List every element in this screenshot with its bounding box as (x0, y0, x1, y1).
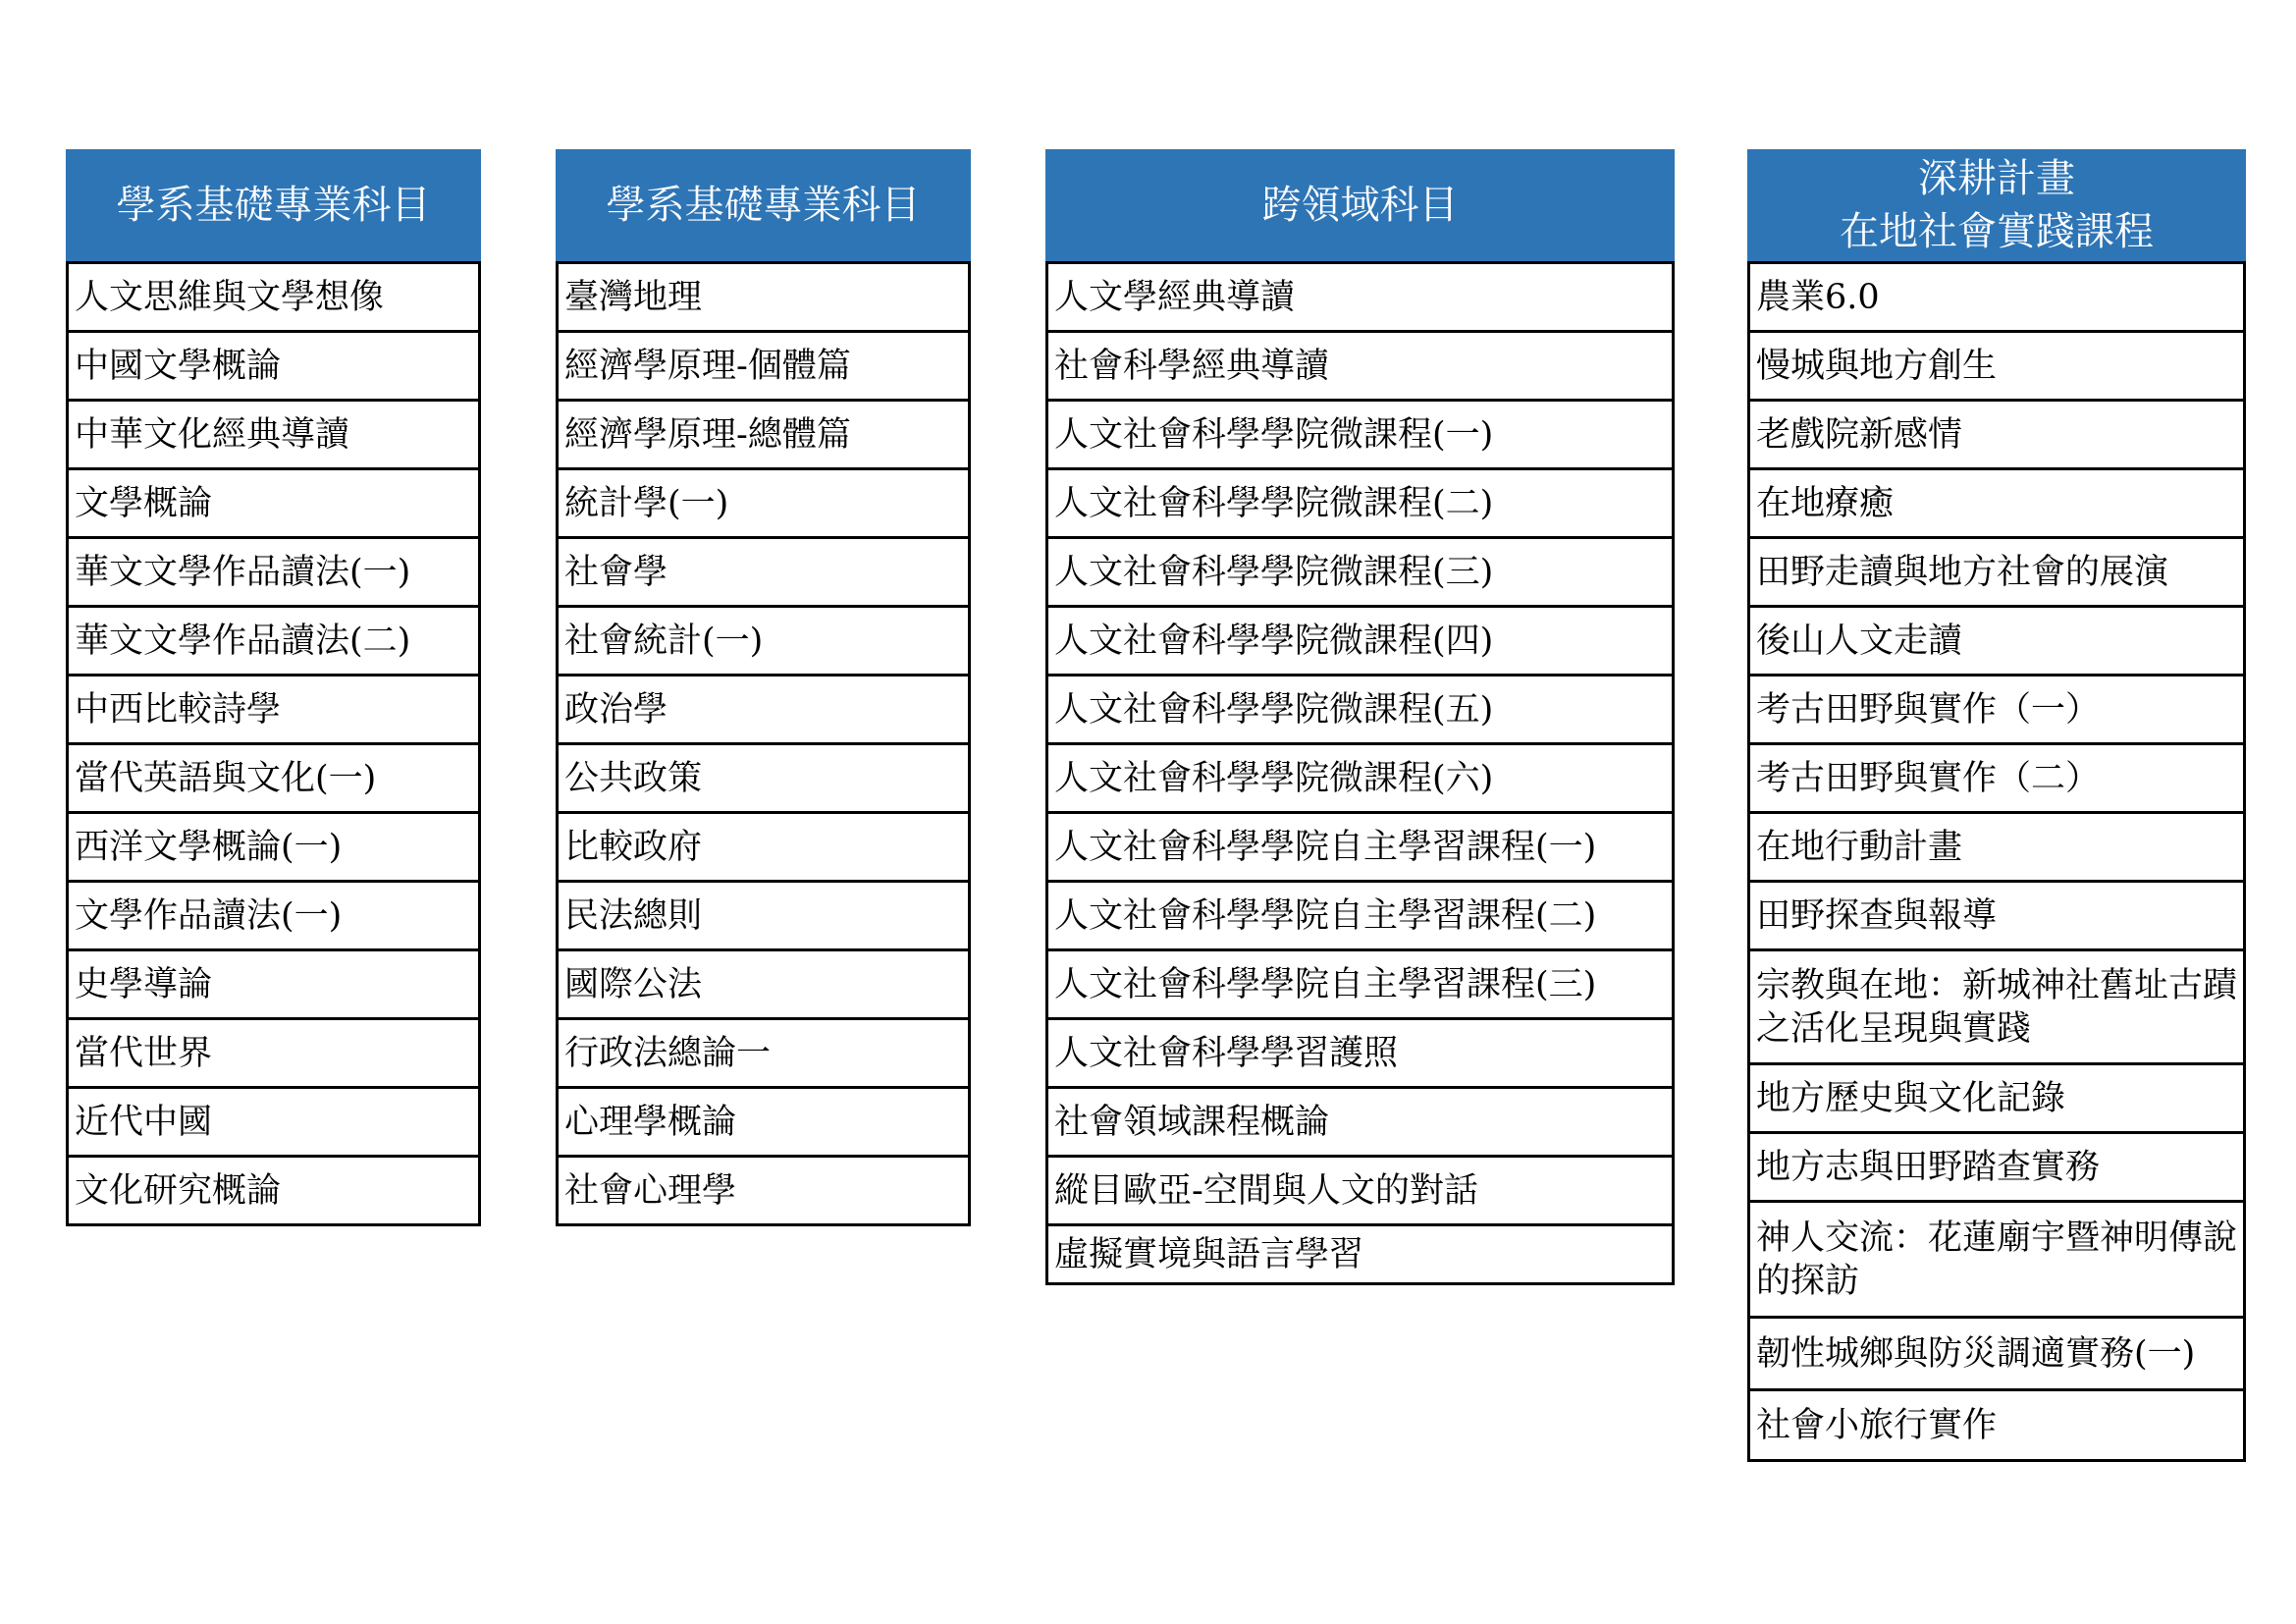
column-header-text: 在地社會實踐課程 (1840, 209, 2154, 254)
course-item: 西洋文學概論(一) (69, 811, 478, 880)
column-header (1747, 149, 2246, 261)
course-item: 地方志與田野踏查實務 (1750, 1131, 2243, 1200)
course-column-2 (556, 149, 971, 1226)
course-item: 韌性城鄉與防災調適實務(一) (1750, 1316, 2243, 1388)
course-item: 人文社會科學學院自主學習課程(一) (1048, 811, 1672, 880)
course-item: 社會學 (559, 536, 968, 605)
column-header-text: 跨領域科目 (1261, 183, 1459, 228)
course-item: 文學概論 (69, 467, 478, 536)
column-header (556, 149, 971, 261)
course-item: 人文學經典導讀 (1048, 261, 1672, 330)
course-item: 近代中國 (69, 1086, 478, 1155)
course-item: 宗教與在地：新城神社舊址古蹟之活化呈現與實踐 (1750, 948, 2243, 1062)
course-item: 行政法總論一 (559, 1017, 968, 1086)
course-item: 人文思維與文學想像 (69, 261, 478, 330)
course-item: 人文社會科學學院微課程(四) (1048, 605, 1672, 674)
course-column-4 (1747, 149, 2246, 1462)
course-item: 文學作品讀法(一) (69, 880, 478, 948)
course-item: 在地療癒 (1750, 467, 2243, 536)
course-item: 農業6.0 (1750, 261, 2243, 330)
course-item: 民法總則 (559, 880, 968, 948)
course-item: 社會科學經典導讀 (1048, 330, 1672, 399)
course-item: 考古田野與實作（二） (1750, 742, 2243, 811)
course-list (66, 261, 481, 1226)
course-item: 公共政策 (559, 742, 968, 811)
course-item: 人文社會科學學院微課程(五) (1048, 674, 1672, 742)
course-item: 後山人文走讀 (1750, 605, 2243, 674)
course-list (1045, 261, 1675, 1285)
course-item: 中西比較詩學 (69, 674, 478, 742)
course-item: 臺灣地理 (559, 261, 968, 330)
course-item: 社會心理學 (559, 1155, 968, 1223)
course-item: 神人交流：花蓮廟宇暨神明傳說的探訪 (1750, 1200, 2243, 1316)
course-item: 經濟學原理-個體篇 (559, 330, 968, 399)
course-item: 史學導論 (69, 948, 478, 1017)
course-item: 人文社會科學學院自主學習課程(三) (1048, 948, 1672, 1017)
course-item: 慢城與地方創生 (1750, 330, 2243, 399)
course-item: 華文文學作品讀法(一) (69, 536, 478, 605)
course-list (556, 261, 971, 1226)
course-item: 社會領域課程概論 (1048, 1086, 1672, 1155)
course-item: 縱目歐亞-空間與人文的對話 (1048, 1155, 1672, 1223)
column-header-text: 深耕計畫 (1918, 156, 2075, 201)
course-item: 政治學 (559, 674, 968, 742)
course-item: 社會小旅行實作 (1750, 1388, 2243, 1459)
course-list (1747, 261, 2246, 1462)
column-header-text: 學系基礎專業科目 (116, 183, 431, 228)
course-item: 田野探查與報導 (1750, 880, 2243, 948)
course-item: 在地行動計畫 (1750, 811, 2243, 880)
course-item: 中華文化經典導讀 (69, 399, 478, 467)
course-item: 老戲院新感情 (1750, 399, 2243, 467)
course-item: 地方歷史與文化記錄 (1750, 1062, 2243, 1131)
course-item: 人文社會科學學院自主學習課程(二) (1048, 880, 1672, 948)
course-item: 人文社會科學學習護照 (1048, 1017, 1672, 1086)
course-item: 比較政府 (559, 811, 968, 880)
course-item: 田野走讀與地方社會的展演 (1750, 536, 2243, 605)
course-column-3 (1045, 149, 1675, 1285)
course-item: 人文社會科學學院微課程(一) (1048, 399, 1672, 467)
course-item: 統計學(一) (559, 467, 968, 536)
column-header (1045, 149, 1675, 261)
course-item: 心理學概論 (559, 1086, 968, 1155)
course-item: 國際公法 (559, 948, 968, 1017)
course-item: 文化研究概論 (69, 1155, 478, 1223)
course-item: 華文文學作品讀法(二) (69, 605, 478, 674)
course-item: 虛擬實境與語言學習 (1048, 1223, 1672, 1282)
course-column-1 (66, 149, 481, 1226)
course-item: 中國文學概論 (69, 330, 478, 399)
course-item: 經濟學原理-總體篇 (559, 399, 968, 467)
column-header (66, 149, 481, 261)
course-item: 人文社會科學學院微課程(六) (1048, 742, 1672, 811)
course-item: 當代世界 (69, 1017, 478, 1086)
course-item: 人文社會科學學院微課程(三) (1048, 536, 1672, 605)
course-item: 考古田野與實作（一） (1750, 674, 2243, 742)
course-item: 社會統計(一) (559, 605, 968, 674)
course-item: 當代英語與文化(一) (69, 742, 478, 811)
course-item: 人文社會科學學院微課程(二) (1048, 467, 1672, 536)
column-header-text: 學系基礎專業科目 (606, 183, 921, 228)
